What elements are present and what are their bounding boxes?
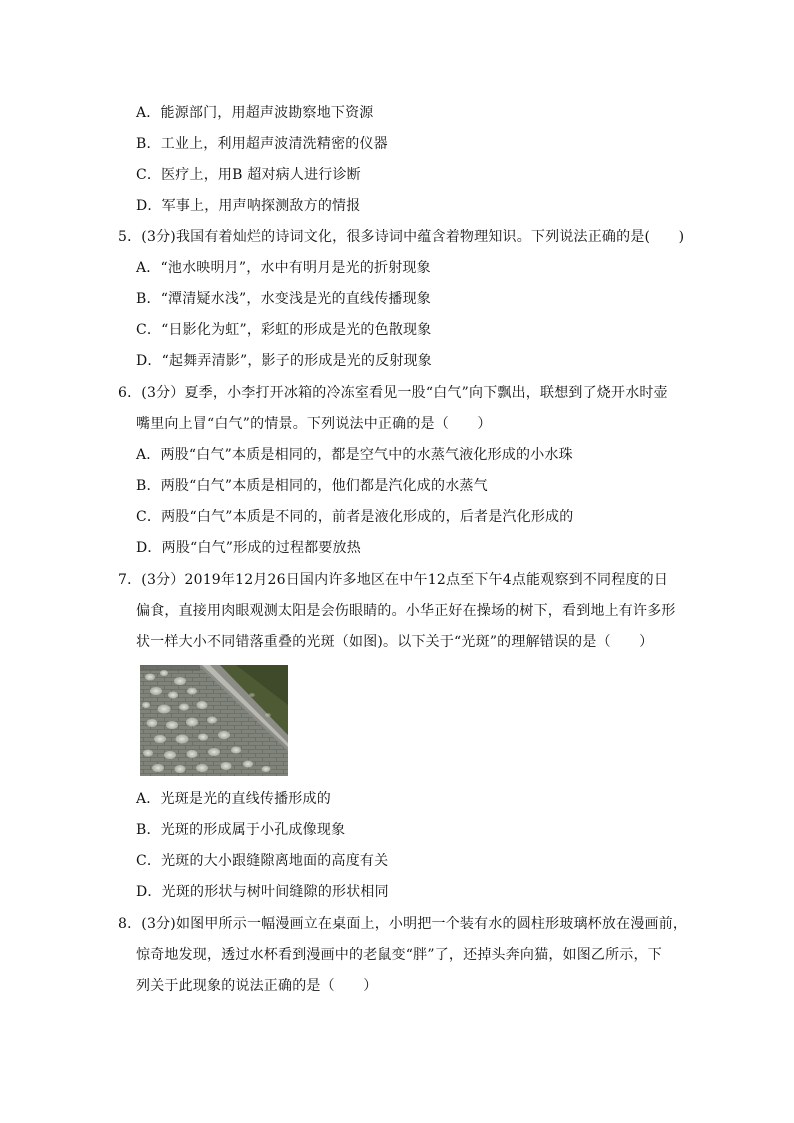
q6-stem-line1: 6．(3分）夏季，小李打开冰箱的冷冻室看见一股“白气”向下飘出，联想到了烧开水时壶: [118, 385, 668, 401]
q7-option-c: C．光斑的大小跟缝隙离地面的高度有关: [136, 853, 389, 869]
q8-stem-line3: 列关于此现象的说法正确的是（ ）: [136, 978, 378, 994]
q7-stem-line3: 状一样大小不同错落重叠的光斑（如图)。以下关于“光斑”的理解错误的是（ ）: [136, 634, 654, 650]
q4-option-d: D．军事上，用声呐探测敌方的情报: [136, 198, 361, 214]
q7-option-d: D．光斑的形状与树叶间缝隙的形状相同: [136, 884, 389, 900]
q6-option-c: C．两股“白气”本质是不同的，前者是液化形成的，后者是汽化形成的: [136, 509, 574, 525]
q7-stem-line1: 7．(3分）2019年12月26日国内许多地区在中午12点至下午4点能观察到不同程度的日: [118, 572, 669, 588]
q7-stem-line2: 偏食，直接用肉眼观测太阳是会伤眼睛的。小华正好在操场的树下，看到地上有许多形: [136, 603, 676, 619]
q4-option-a: A．能源部门，用超声波勘察地下资源: [136, 105, 374, 121]
q6-stem-line2: 嘴里向上冒“白气”的情景。下列说法中正确的是（ ）: [136, 416, 492, 432]
q5-option-c: C．“日影化为虹”，彩虹的形成是光的色散现象: [136, 322, 432, 338]
q5-stem: 5．(3分)我国有着灿烂的诗词文化，很多诗词中蕴含着物理知识。下列说法正确的是( ): [118, 229, 685, 245]
q7-option-b: B．光斑的形成属于小孔成像现象: [136, 822, 346, 838]
q5-option-a: A．“池水映明月”，水中有明月是光的折射现象: [136, 260, 431, 276]
light-spots-photo: [140, 665, 288, 776]
q8-stem-line1: 8．(3分)如图甲所示一幅漫画立在桌面上，小明把一个装有水的圆柱形玻璃杯放在漫画前，: [118, 916, 688, 932]
q5-option-d: D．“起舞弄清影”，影子的形成是光的反射现象: [136, 353, 432, 369]
q6-option-a: A．两股“白气”本质是相同的，都是空气中的水蒸气液化形成的小水珠: [136, 447, 573, 463]
q4-option-c: C．医疗上，用B 超对病人进行诊断: [136, 167, 361, 183]
q4-option-b: B．工业上，利用超声波清洗精密的仪器: [136, 136, 388, 152]
q6-option-d: D．两股“白气”形成的过程都要放热: [136, 540, 361, 556]
q8-stem-line2: 惊奇地发现，透过水杯看到漫画中的老鼠变“胖”了，还掉头奔向猫，如图乙所示，下: [136, 947, 662, 963]
q5-option-b: B．“潭清疑水浅”，水变浅是光的直线传播现象: [136, 291, 432, 307]
q6-option-b: B．两股“白气”本质是相同的，他们都是汽化成的水蒸气: [136, 478, 488, 494]
q7-option-a: A．光斑是光的直线传播形成的: [136, 791, 331, 807]
